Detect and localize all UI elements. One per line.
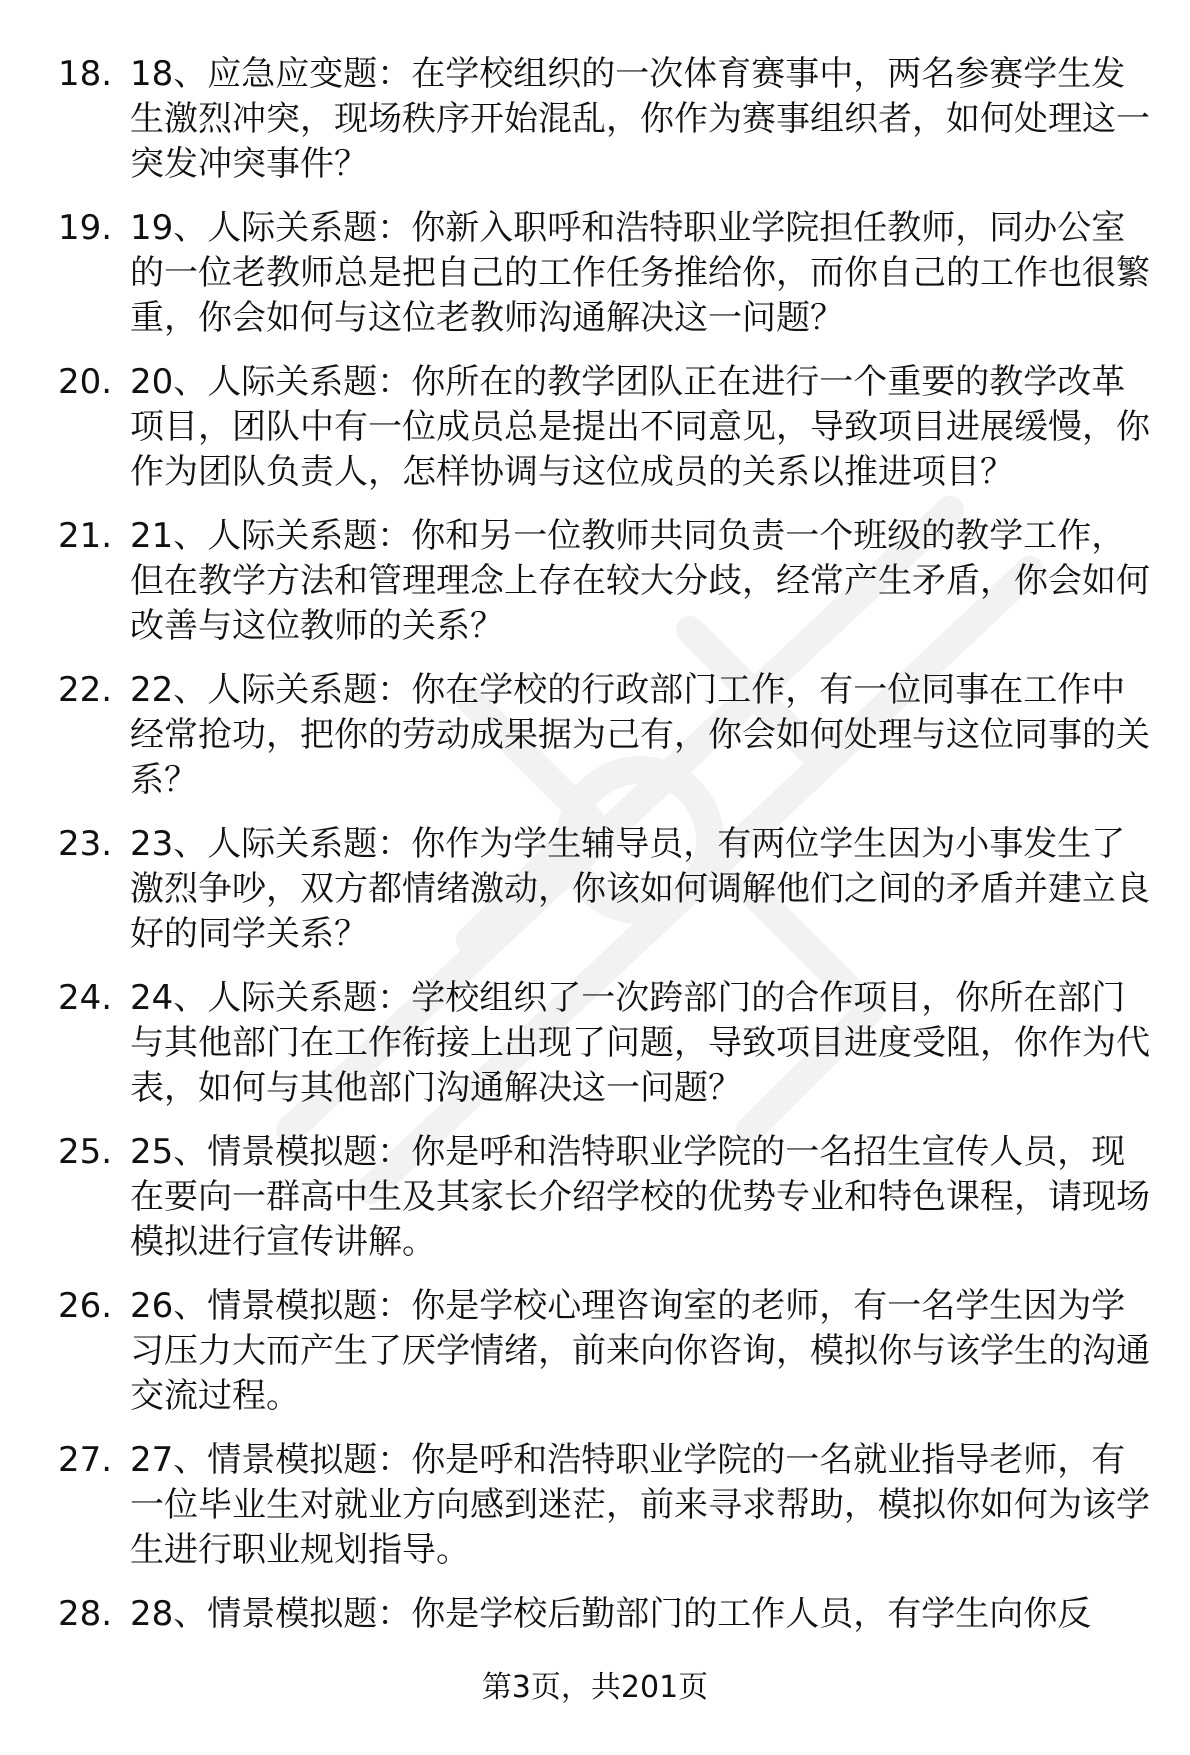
question-text: 24、人际关系题：学校组织了一次跨部门的合作项目，你所在部门与其他部门在工作衔接上出现了问题，导致项目进度受阻，你作为代表，如何与其他部门沟通解决这一问题？	[130, 978, 1150, 1108]
list-item	[58, 976, 1158, 1111]
question-number: 21.	[58, 516, 113, 556]
question-number: 26.	[58, 1286, 113, 1326]
list-item	[58, 1438, 1158, 1573]
page-number-footer: 第3页，共201页	[481, 1670, 709, 1705]
question-text: 18、应急应变题：在学校组织的一次体育赛事中，两名参赛学生发生激烈冲突，现场秩序开始混乱，你作为赛事组织者，如何处理这一突发冲突事件？	[130, 54, 1150, 184]
question-number: 23.	[58, 824, 113, 864]
list-item	[58, 822, 1158, 957]
question-text: 22、人际关系题：你在学校的行政部门工作，有一位同事在工作中经常抢功，把你的劳动成果据为己有，你会如何处理与这位同事的关系？	[130, 670, 1150, 800]
list-item	[58, 1284, 1158, 1419]
question-text: 25、情景模拟题：你是呼和浩特职业学院的一名招生宣传人员，现在要向一群高中生及其家长介绍学校的优势专业和特色课程，请现场模拟进行宣传讲解。	[130, 1132, 1150, 1262]
list-item	[58, 514, 1158, 649]
question-text: 28、情景模拟题：你是学校后勤部门的工作人员，有学生向你反	[130, 1594, 1092, 1634]
question-number: 19.	[58, 208, 113, 248]
question-number: 25.	[58, 1132, 113, 1172]
list-item	[58, 1130, 1158, 1265]
question-number: 28.	[58, 1594, 113, 1634]
question-text: 27、情景模拟题：你是呼和浩特职业学院的一名就业指导老师，有一位毕业生对就业方向感到迷茫，前来寻求帮助，模拟你如何为该学生进行职业规划指导。	[130, 1440, 1150, 1570]
list-item	[58, 206, 1158, 341]
list-item	[58, 52, 1158, 187]
question-number: 20.	[58, 362, 113, 402]
question-number: 27.	[58, 1440, 113, 1480]
question-text: 23、人际关系题：你作为学生辅导员，有两位学生因为小事发生了激烈争吵，双方都情绪激动，你该如何调解他们之间的矛盾并建立良好的同学关系？	[130, 824, 1150, 954]
question-list	[58, 52, 1158, 1656]
question-text: 21、人际关系题：你和另一位教师共同负责一个班级的教学工作，但在教学方法和管理理念上存在较大分歧，经常产生矛盾，你会如何改善与这位教师的关系？	[130, 516, 1150, 646]
question-text: 26、情景模拟题：你是学校心理咨询室的老师，有一名学生因为学习压力大而产生了厌学情绪，前来向你咨询，模拟你与该学生的沟通交流过程。	[130, 1286, 1150, 1416]
question-number: 24.	[58, 978, 113, 1018]
list-item	[58, 1592, 1158, 1637]
question-text: 20、人际关系题：你所在的教学团队正在进行一个重要的教学改革项目，团队中有一位成员总是提出不同意见，导致项目进展缓慢，你作为团队负责人，怎样协调与这位成员的关系以推进项目？	[130, 362, 1150, 492]
list-item	[58, 668, 1158, 803]
question-text: 19、人际关系题：你新入职呼和浩特职业学院担任教师，同办公室的一位老教师总是把自己的工作任务推给你，而你自己的工作也很繁重，你会如何与这位老教师沟通解决这一问题？	[130, 208, 1150, 338]
question-number: 18.	[58, 54, 113, 94]
question-number: 22.	[58, 670, 113, 710]
list-item	[58, 360, 1158, 495]
